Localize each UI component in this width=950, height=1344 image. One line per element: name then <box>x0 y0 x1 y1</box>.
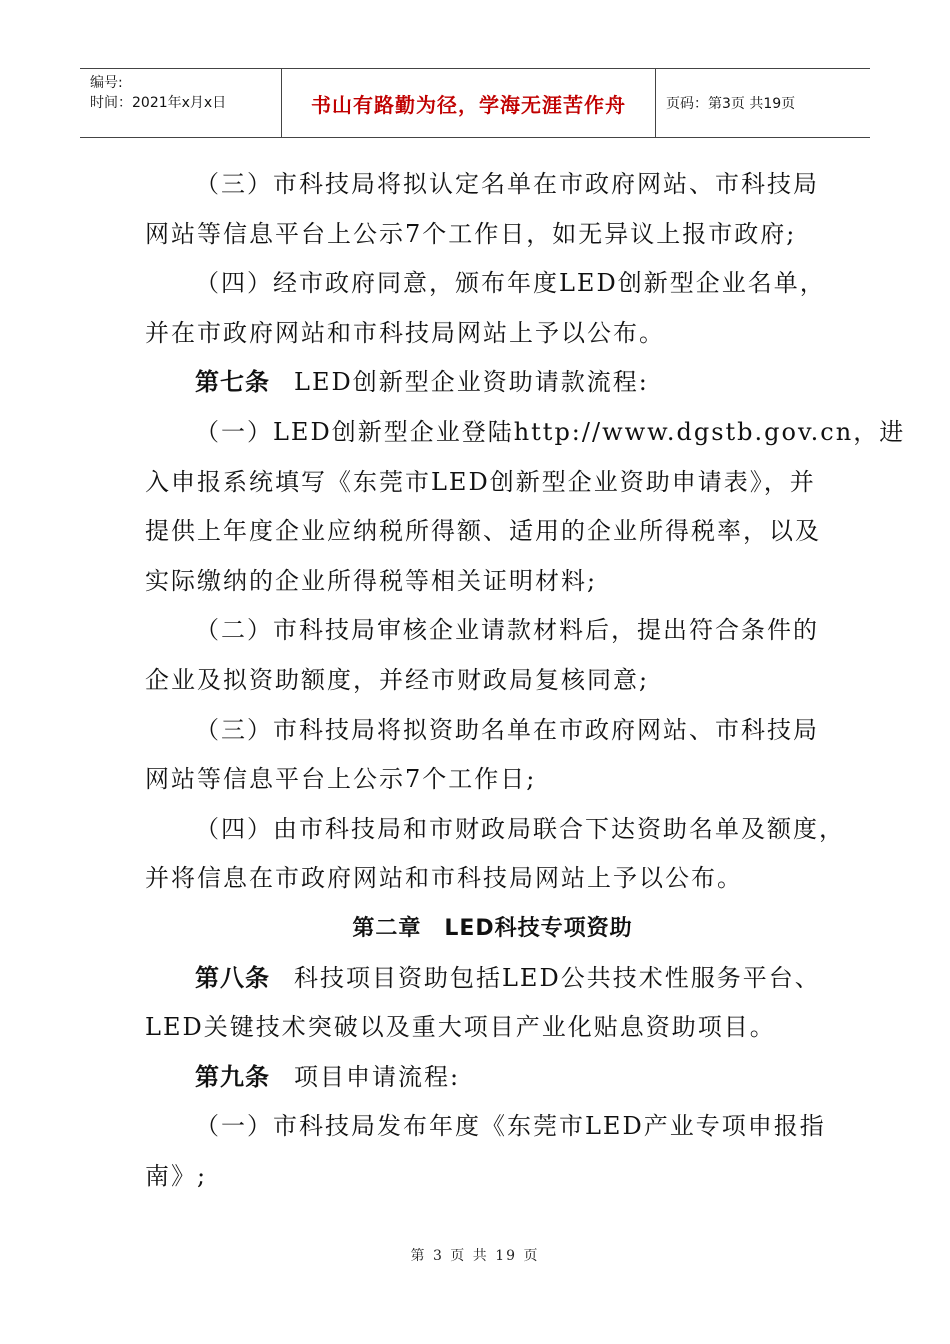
article-9 <box>145 1053 810 1103</box>
paragraph-line: 网站等信息平台上公示7个工作日，如无异议上报市政府; <box>145 219 797 248</box>
document-time-label: 时间：2021年x月x日 <box>90 95 227 111</box>
paragraph-line: （三）市科技局将拟资助名单在市政府网站、市科技局 <box>195 715 819 744</box>
page-footer: 第 3 页 共 19 页 <box>410 1248 540 1264</box>
paragraph-line: （四）由市科技局和市财政局联合下达资助名单及额度， <box>195 814 845 843</box>
header-meta <box>80 69 282 137</box>
article-7 <box>145 358 810 408</box>
paragraph-line: （一）LED创新型企业登陆http://www.dgstb.gov.cn，进 <box>195 417 906 446</box>
article-7-title: 第七条 <box>195 368 270 397</box>
article-9-title: 第九条 <box>195 1062 270 1091</box>
paragraph-line: 并将信息在市政府网站和市科技局网站上予以公布。 <box>145 864 743 893</box>
paragraph-line: 实际缴纳的企业所得税等相关证明材料; <box>145 566 598 595</box>
paragraph-line: LED关键技术突破以及重大项目产业化贴息资助项目。 <box>145 1013 776 1042</box>
page-header <box>80 68 870 138</box>
article-8-title: 第八条 <box>195 963 270 992</box>
article-8 <box>145 954 821 1004</box>
paragraph-line: （二）市科技局审核企业请款材料后，提出符合条件的 <box>195 616 819 645</box>
paragraph-line: 提供上年度企业应纳税所得额、适用的企业所得税率，以及 <box>145 517 821 546</box>
paragraph-line: （四）经市政府同意，颁布年度LED创新型企业名单， <box>195 269 826 298</box>
paragraph-line: 企业及拟资助额度，并经市财政局复核同意; <box>145 665 650 694</box>
paragraph-line: 网站等信息平台上公示7个工作日; <box>145 765 537 794</box>
paragraph-line: 入申报系统填写《东莞市LED创新型企业资助申请表》，并 <box>145 467 816 496</box>
document-number-label: 编号: <box>90 75 123 91</box>
paragraph-line: 南》; <box>145 1161 208 1190</box>
article-7-text: LED创新型企业资助请款流程: <box>294 368 649 397</box>
chapter-heading: 第二章 LED科技专项资助 <box>352 915 633 941</box>
header-page-info <box>656 69 870 137</box>
header-motto <box>282 69 656 137</box>
paragraph-line: （一）市科技局发布年度《东莞市LED产业专项申报指 <box>195 1112 826 1141</box>
paragraph-line: 并在市政府网站和市科技局网站上予以公布。 <box>145 318 665 347</box>
page-info-text: 页码：第3页 共19页 <box>666 96 796 112</box>
article-8-text: 科技项目资助包括LED公共技术性服务平台、 <box>294 963 821 992</box>
paragraph-line: （三）市科技局将拟认定名单在市政府网站、市科技局 <box>195 170 819 198</box>
document-body <box>145 160 906 1201</box>
article-9-text: 项目申请流程: <box>294 1062 461 1091</box>
motto-text: 书山有路勤为径，学海无涯苦作舟 <box>311 92 626 117</box>
